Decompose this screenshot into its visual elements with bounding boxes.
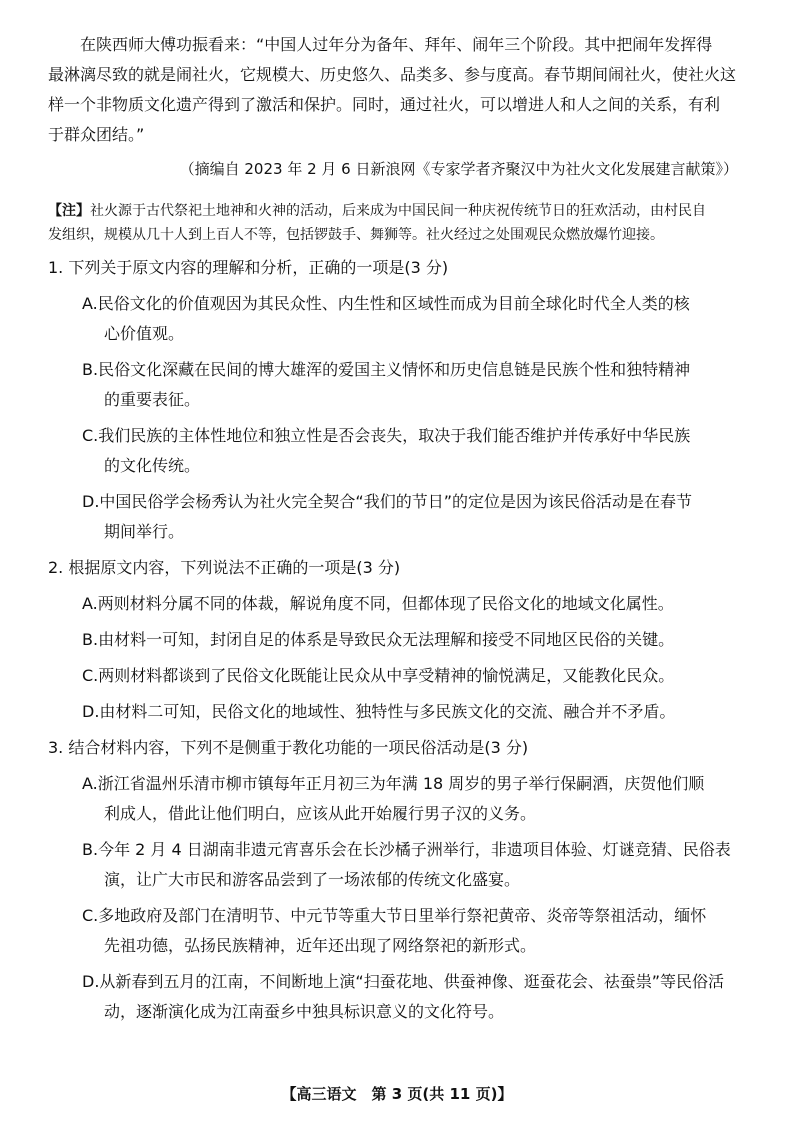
option-first-line bbox=[82, 661, 744, 691]
option-b bbox=[48, 355, 744, 415]
passage-line: 样一个非物质文化遗产得到了激活和保护。同时，通过社火，可以增进人和人之间的关系，有利 bbox=[48, 95, 721, 114]
passage-source: （摘编自 2023 年 2 月 6 日新浪网《专家学者齐聚汉中为社火文化发展建言献策》） bbox=[179, 160, 738, 178]
option-first-line bbox=[82, 901, 744, 931]
option-text: 我们民族的主体性地位和独立性是否会丧失，取决于我们能否维护并传承好中华民族 bbox=[98, 426, 691, 445]
option-b bbox=[48, 835, 744, 895]
option-continuation-line: 演，让广大市民和游客品尝到了一场浓郁的传统文化盛宴。 bbox=[104, 870, 521, 889]
option-text: 今年 2 月 4 日湖南非遗元宵喜乐会在长沙橘子洲举行，非遗项目体验、灯谜竞猜、民俗表 bbox=[98, 840, 731, 859]
option-text: 多地政府及部门在清明节、中元节等重大节日里举行祭祀黄帝、炎帝等祭祖活动，缅怀 bbox=[98, 906, 707, 925]
option-first-line bbox=[82, 697, 744, 727]
option-text: 由材料二可知，民俗文化的地域性、独特性与多民族文化的交流、融合并不矛盾。 bbox=[99, 702, 676, 721]
option-text: 由材料一可知，封闭自足的体系是导致民众无法理解和接受不同地区民俗的关键。 bbox=[98, 630, 675, 649]
passage bbox=[48, 30, 744, 247]
option-text: 两则材料分属不同的体裁，解说角度不同，但都体现了民俗文化的地域文化属性。 bbox=[97, 594, 674, 613]
option-first-line bbox=[82, 289, 744, 319]
option-text: 两则材料都谈到了民俗文化既能让民众从中享受精神的愉悦满足，又能教化民众。 bbox=[98, 666, 675, 685]
option-label: B. bbox=[82, 360, 99, 379]
passage-line: 最淋漓尽致的就是闹社火，它规模大、历史悠久、品类多、参与度高。春节期间闹社火，使社火这 bbox=[48, 65, 737, 84]
option-d bbox=[48, 967, 744, 1027]
question-stem: 1. 下列关于原文内容的理解和分析，正确的一项是(3 分) bbox=[48, 258, 449, 277]
option-b bbox=[48, 625, 744, 655]
option-a bbox=[48, 589, 744, 619]
option-first-line bbox=[82, 421, 744, 451]
option-c bbox=[48, 901, 744, 961]
option-first-line bbox=[82, 589, 744, 619]
option-continuation-line: 期间举行。 bbox=[104, 522, 185, 541]
note-line: 发组织，规模从几十人到上百人不等，包括锣鼓手、舞狮等。社火经过之处围观民众燃放爆竹迎接。 bbox=[48, 227, 664, 243]
option-label: D. bbox=[82, 492, 100, 511]
option-c bbox=[48, 421, 744, 481]
option-text: 民俗文化深藏在民间的博大雄浑的爱国主义情怀和历史信息链是民族个性和独特精神 bbox=[98, 360, 691, 379]
option-label: C. bbox=[82, 666, 99, 685]
question-stem: 2. 根据原文内容，下列说法不正确的一项是(3 分) bbox=[48, 558, 401, 577]
option-first-line bbox=[82, 625, 744, 655]
option-label: C. bbox=[82, 426, 99, 445]
option-text: 从新春到五月的江南，不间断地上演“扫蚕花地、供蚕神像、逛蚕花会、祛蚕祟”等民俗活 bbox=[99, 972, 724, 991]
option-first-line bbox=[82, 967, 744, 997]
option-a bbox=[48, 289, 744, 349]
option-d bbox=[48, 697, 744, 727]
option-first-line bbox=[82, 355, 744, 385]
option-label: A. bbox=[82, 594, 98, 613]
option-continuation-line: 先祖功德，弘扬民族精神，近年还出现了网络祭祀的新形式。 bbox=[104, 936, 537, 955]
option-c bbox=[48, 661, 744, 691]
note-tag: 【注】 bbox=[48, 203, 90, 219]
passage-line: 于群众团结。” bbox=[48, 125, 145, 144]
option-first-line bbox=[82, 487, 744, 517]
note-line: 社火源于古代祭祀土地神和火神的活动，后来成为中国民间一种庆祝传统节日的狂欢活动，由村民自 bbox=[90, 203, 706, 219]
option-d bbox=[48, 487, 744, 547]
page-footer: 【高三语文 第 3 页(共 11 页)】 bbox=[281, 1085, 513, 1103]
option-label: A. bbox=[82, 294, 98, 313]
question-list bbox=[48, 253, 744, 1027]
passage-line: 在陕西师大傅功振看来：“中国人过年分为备年、拜年、闹年三个阶段。其中把闹年发挥得 bbox=[80, 35, 713, 54]
option-label: D. bbox=[82, 702, 100, 721]
option-first-line bbox=[82, 835, 744, 865]
option-text: 民俗文化的价值观因为其民众性、内生性和区域性而成为目前全球化时代全人类的核 bbox=[97, 294, 690, 313]
option-continuation-line: 心价值观。 bbox=[104, 324, 185, 343]
passage-note bbox=[48, 199, 744, 247]
option-label: B. bbox=[82, 840, 99, 859]
option-continuation-line: 的文化传统。 bbox=[104, 456, 201, 475]
option-label: B. bbox=[82, 630, 99, 649]
option-continuation-line: 动，逐渐演化成为江南蚕乡中独具标识意义的文化符号。 bbox=[104, 1002, 505, 1021]
option-label: C. bbox=[82, 906, 99, 925]
option-continuation-line: 的重要表征。 bbox=[104, 390, 201, 409]
option-text: 中国民俗学会杨秀认为社火完全契合“我们的节日”的定位是因为该民俗活动是在春节 bbox=[99, 492, 692, 511]
question-stem: 3. 结合材料内容，下列不是侧重于教化功能的一项民俗活动是(3 分) bbox=[48, 738, 529, 757]
option-a bbox=[48, 769, 744, 829]
option-continuation-line: 利成人，借此让他们明白，应该从此开始履行男子汉的义务。 bbox=[104, 804, 537, 823]
option-first-line bbox=[82, 769, 744, 799]
option-text: 浙江省温州乐清市柳市镇每年正月初三为年满 18 周岁的男子举行保嗣酒，庆贺他们顺 bbox=[97, 774, 705, 793]
option-label: A. bbox=[82, 774, 98, 793]
option-label: D. bbox=[82, 972, 100, 991]
